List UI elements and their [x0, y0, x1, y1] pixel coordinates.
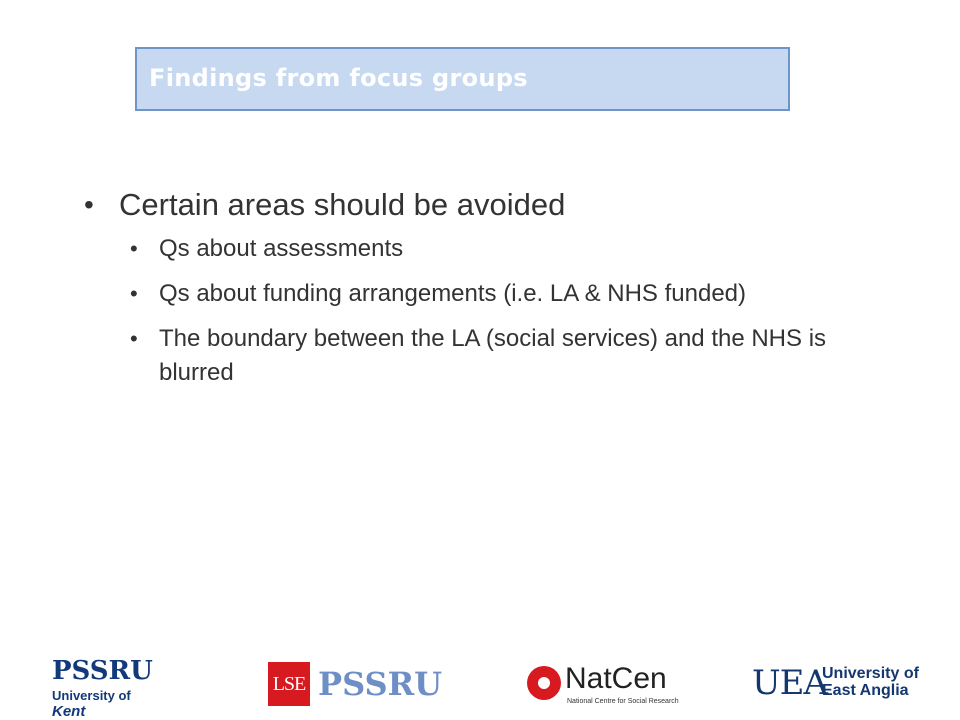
- sub-bullet-2: • Qs about funding arrangements (i.e. LA & NHS funded): [84, 277, 844, 311]
- lse-pssru-name: PSSRU: [318, 665, 443, 703]
- logo-bar: [0, 650, 960, 720]
- lse-logo: LSE: [268, 662, 310, 706]
- natcen-name: NatCen: [565, 662, 667, 695]
- bullet-list: [84, 182, 844, 401]
- uea-logo: [752, 662, 922, 710]
- pssru-kent-logo: [52, 656, 162, 720]
- natcen-logo: [527, 660, 679, 712]
- uea-mark: UEA: [752, 663, 828, 703]
- sub-bullet-1: • Qs about assessments: [84, 232, 844, 266]
- natcen-sub: National Centre for Social Research: [567, 698, 679, 705]
- sub-bullet-list: [84, 232, 844, 390]
- lse-pssru-logo: [268, 662, 443, 706]
- natcen-mark-icon: [527, 666, 561, 700]
- slide-title-box: [135, 47, 790, 111]
- pssru-kent-sub: [52, 688, 162, 720]
- slide-title: Findings from focus groups: [149, 64, 528, 92]
- uea-text: [822, 665, 919, 699]
- uea-line2: East Anglia: [822, 682, 909, 699]
- sub-bullet-3: • The boundary between the LA (social services) and the NHS is blurred: [84, 322, 844, 390]
- pssru-kent-sub-brand: Kent: [52, 703, 86, 720]
- pssru-kent-name: PSSRU: [52, 656, 153, 686]
- bullet-main: • Certain areas should be avoided: [84, 182, 844, 228]
- pssru-kent-sub-prefix: University of: [52, 688, 131, 703]
- uea-line1: University of: [822, 665, 919, 682]
